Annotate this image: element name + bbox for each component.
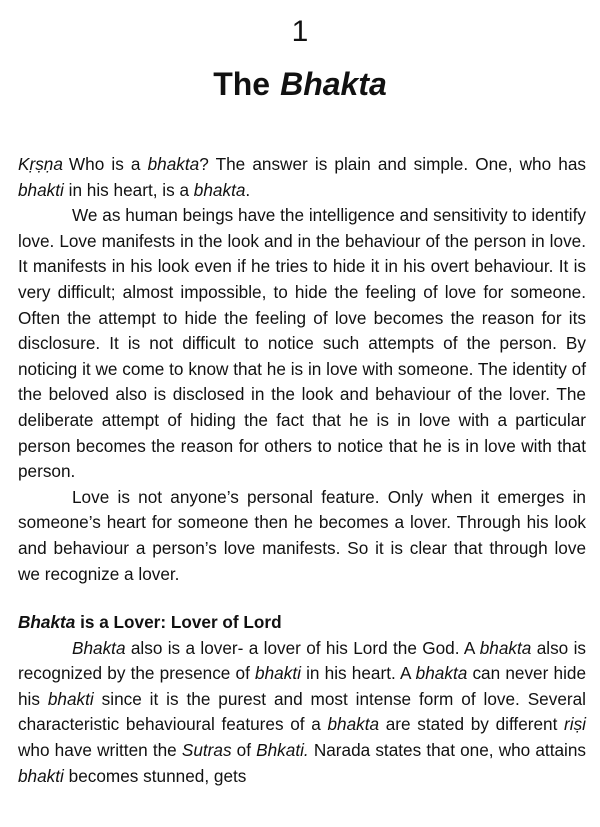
chapter-title	[0, 64, 600, 104]
text-run: can never hide his	[18, 663, 587, 709]
italic-term: bhakti	[255, 663, 301, 684]
paragraph-love-personal: Love is not anyone’s personal feature. Only when it emerges in someone’s heart for someone then he becomes a lover. Through his look and behaviour a person’s love manifests. So it is clear that through love we recognize a lover.	[18, 486, 586, 584]
text-run: ? The answer is plain and simple. One, who has	[199, 154, 586, 174]
paragraph-love-identity: We as human beings have the intelligence and sensitivity to identify love. Love manifests in the look and in the behaviour of the person in love. It manifests in his look even if he tries to hide it in his overt behaviour. It is very difficult; almost impossible, to hide the feeling of love for someone. Often the attempt to hide the feeling of love becomes the reason for its disclosure. It is not difficult to notice such attempts of the person. By noticing it we come to know that he is in love with someone. The identity of the beloved also is disclosed in the look and behaviour of the lover. The deliberate attempt of hiding the fact that he is in love with a particular person becomes the reason for others to notice that he is in love with that person.	[18, 205, 586, 482]
intro-paragraph	[18, 152, 586, 203]
italic-term: bhakti	[47, 688, 94, 709]
text-run: who have written the	[18, 740, 182, 761]
italic-term: bhakta	[193, 179, 246, 200]
paragraph-bhakta-lover	[18, 636, 586, 790]
chapter-title-plain: The	[213, 66, 271, 102]
text-run: becomes stunned, gets	[63, 765, 247, 786]
text-run: also is a lover- a lover of his Lord the God. A	[125, 637, 480, 658]
text-run: in his heart, is a	[63, 179, 194, 200]
chapter-title-italic: Bhakta	[280, 66, 387, 102]
text-run: of	[231, 740, 257, 761]
section-heading	[18, 610, 586, 636]
text-run: also is recognized by the presence of	[18, 637, 586, 684]
italic-term: riṣi	[564, 714, 587, 735]
italic-term: bhakta	[147, 154, 200, 174]
italic-term: Bhakta	[72, 637, 126, 658]
text-run: in his heart. A	[300, 663, 416, 684]
italic-term: Sutras	[181, 740, 232, 761]
italic-term: bhakti	[18, 765, 64, 786]
text-run: .	[245, 179, 251, 200]
text-run: since it is the purest and most intense form of love. Several characteristic behavioural features of a	[18, 688, 586, 735]
text-run: are stated by different	[379, 714, 565, 735]
italic-term: bhakta	[479, 637, 532, 658]
body-text	[18, 152, 586, 789]
text-run: Narada states that one, who attains	[308, 740, 587, 761]
italic-term: bhakta	[415, 663, 468, 684]
speaker-label: Kṛṣṇa	[18, 154, 63, 174]
section-heading-italic: Bhakta	[18, 612, 76, 633]
text-run: Who is a	[68, 154, 148, 174]
chapter-number: 1	[291, 15, 309, 48]
italic-term: bhakta	[327, 714, 380, 735]
italic-term: bhakti	[18, 179, 64, 200]
italic-term: Bhkati.	[256, 740, 309, 761]
section-heading-rest: is a Lover: Lover of Lord	[75, 612, 282, 633]
